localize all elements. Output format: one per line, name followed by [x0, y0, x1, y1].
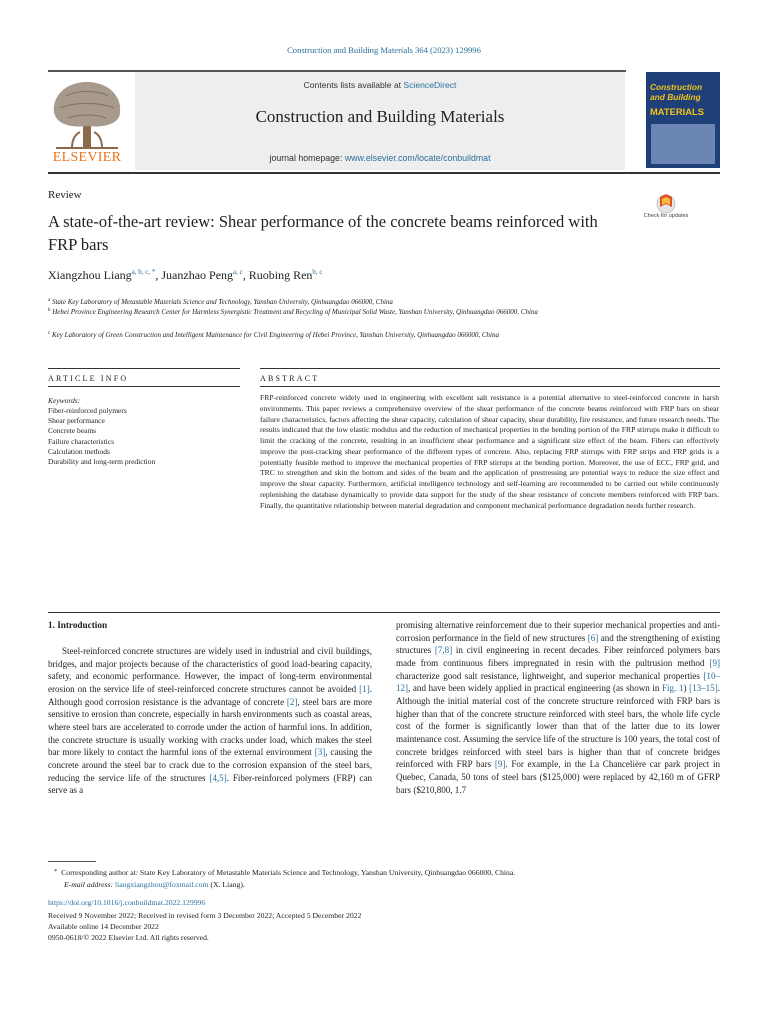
body-column-left — [48, 645, 372, 797]
contents-prefix: Contents lists available at — [303, 80, 404, 90]
citation-link[interactable]: Fig. 1 — [662, 683, 684, 694]
body-text: , and have been widely applied in practical engineering (as shown in — [408, 683, 663, 694]
email-line — [48, 879, 720, 891]
citation-link[interactable]: [7,8] — [434, 645, 453, 656]
body-column-right — [396, 619, 720, 796]
citation-link[interactable]: [4,5] — [209, 772, 227, 783]
citation-link[interactable]: [1] — [359, 683, 370, 694]
sciencedirect-link[interactable]: ScienceDirect — [403, 80, 457, 90]
body-text: . Fiber-reinforced polymers (FRP) can serve as a — [48, 772, 372, 796]
article-info-heading: ARTICLE INFO — [48, 374, 129, 383]
available-online: Available online 14 December 2022 — [48, 922, 159, 931]
body-text: , causing the concrete around the steel bar to crack due to the corrosion expansion of the steel bars, reducing the service life of the structures — [48, 747, 372, 783]
author-list — [48, 268, 323, 283]
footnote-marker: * — [54, 868, 58, 875]
affiliation-c — [48, 329, 720, 340]
abstract-rule — [260, 386, 720, 387]
check-for-updates-label[interactable]: Check for updates — [643, 213, 689, 219]
affiliation-label: b — [48, 308, 51, 313]
email-suffix: (X. Liang). — [208, 880, 245, 890]
cover-subtitle: MATERIALS — [650, 106, 704, 117]
body-text: and the strengthening of existing structures — [396, 632, 720, 656]
author-affiliation-marks[interactable]: b, c — [312, 268, 323, 276]
body-text: . For example, in the La Chancelière car park project in Quebec, Canada, 50 tons of steel bars ($125,000) were replaced by 42,160 m of GFRP bars ($210,800, 1.7 — [396, 759, 720, 795]
email-link[interactable]: liangxiangzhou@foxmail.com — [114, 880, 209, 890]
corresponding-author-footnote — [48, 866, 720, 892]
abstract-heading: ABSTRACT — [260, 374, 320, 383]
contents-available — [135, 80, 625, 90]
affiliation-b — [48, 306, 720, 317]
email-label: E-mail address: — [64, 880, 114, 890]
body-text: . Although the initial material cost of the concrete structure reinforced with FRP bars is higher than that of the concrete structure reinforced with steel bars, the whole life cycle cost of the former is significantly lower than that of the latter due to its lower maintenance cost. Assuming the service life of the structure is 100 years, the total cost of concrete bridges reinforced with steel bars is higher than that of concrete bridges reinforced with FRP bars — [396, 683, 720, 770]
intro-paragraph-1 — [48, 645, 372, 797]
journal-title: Construction and Building Materials — [255, 107, 505, 126]
affiliation-text: State Key Laboratory of Metastable Materials Science and Technology, Yanshan University, Qinhuangdao 066000, China — [51, 298, 393, 306]
paper-title: A state-of-the-art review: Shear performance of the concrete beams reinforced with FRP bars — [48, 212, 598, 254]
cover-image — [651, 124, 715, 164]
check-for-updates-icon[interactable] — [646, 193, 686, 229]
keyword: Calculation methods — [48, 446, 110, 456]
doi-link[interactable]: https://doi.org/10.1016/j.conbuildmat.2022.129996 — [48, 898, 206, 907]
body-text: in civil engineering in recent decades. Fiber reinforced polymers bars made from continuous fibers impregnated in resin with the pultrusion method — [396, 645, 721, 668]
section-heading-introduction: 1. Introduction — [48, 620, 108, 630]
keyword: Durability and long-term prediction — [48, 457, 156, 467]
author-name: Juanzhao Peng — [161, 268, 234, 282]
citation-link[interactable]: [6] — [587, 632, 599, 643]
keyword: Failure characteristics — [48, 436, 115, 446]
article-type: Review — [48, 189, 82, 201]
article-info-rule — [48, 386, 240, 387]
author-affiliation-marks[interactable]: a, c — [233, 268, 243, 276]
abstract-top-rule — [260, 368, 720, 369]
author-name: Xiangzhou Liang — [48, 268, 132, 282]
footnote-rule — [48, 861, 96, 862]
body-text: ) — [683, 683, 690, 694]
header-bottom-rule — [48, 172, 720, 174]
publication-dates — [48, 910, 361, 943]
affiliation-text: Key Laboratory of Green Construction and Intelligent Maintenance for Civil Engineering of Hebei Province, Yanshan University, Qinhuangdao 066000, China — [51, 331, 499, 339]
article-info-top-rule — [48, 368, 240, 369]
journal-reference[interactable]: Construction and Building Materials 364 (2023) 129996 — [287, 45, 481, 55]
intro-paragraph-1-continued — [396, 620, 720, 795]
journal-homepage — [135, 153, 625, 163]
citation-link[interactable]: [13–15] — [689, 683, 718, 694]
citation-link[interactable]: [2] — [286, 696, 298, 707]
citation-link[interactable]: [9] — [709, 657, 720, 668]
corresponding-author-text: Corresponding author at: State Key Laboratory of Metastable Materials Science and Technology, Yanshan University, Qinhuangdao 066000, China. — [61, 868, 516, 877]
author-name: Ruobing Ren — [248, 268, 313, 282]
affiliation-label: c — [48, 331, 51, 336]
publisher-logo-text: ELSEVIER — [52, 150, 122, 165]
homepage-prefix: journal homepage: — [269, 153, 345, 163]
keywords-list — [48, 406, 155, 467]
author-separator: , — [242, 268, 249, 282]
abstract-text: FRP-reinforced concrete widely used in engineering with excellent salt resistance is a potential alternative to steel-reinforced concrete in harsh environments. This paper reviews a comprehensive overview of the shear performance of the concrete beams reinforced with FRP bars on shear failure characteristics, factors affecting the shear capacity, calculation of shear capacity, shear durability, fire resistance, and future research needs. The results indicated that the low elastic modulus and the reduction of mechanical properties in the bending portion of the FRP stirrups make it difficult to limit the cracking of the concrete, resulting in an insufficient shear performance and a significant size effect of the beam. Fibers can effectively improve the post-cracking shear performance of the different types of concrete. Also, replacing FRP stirrups with FRP strips and FRP grids is a potentially feasible method to improve the mechanical properties of FRP stirrups at the bending portion. Moreover, the use of ECC, FRP grid, and TRC to strengthen and skin the bottom and sides of the beam and the application of prestressing are potential ways to reduce the size effect and improve the shear capacity. Furthermore, artificial intelligence technology and self-learning are recommended to be carried out while continuously replenishing the database dynamically to provide data support for the study of the shear resistance of concrete members reinforced with FRP bars. Finally, the quantitative relationship between material degradation and component mechanical performance degradation needs further research. — [260, 393, 719, 510]
copyright: 0950-0618/© 2022 Elsevier Ltd. All rights reserved. — [48, 933, 209, 942]
homepage-link[interactable]: www.elsevier.com/locate/conbuildmat — [344, 153, 491, 163]
keyword: Concrete beams — [48, 426, 97, 436]
keyword: Fiber-reinforced polymers — [48, 406, 127, 415]
body-text: characterize good salt resistance, lightweight, and superior mechanical properties — [396, 670, 704, 681]
author-affiliation-marks[interactable]: a, b, c, * — [131, 268, 156, 276]
citation-link[interactable]: [3] — [314, 747, 326, 758]
body-text: , steel bars are more sensitive to erosion than concrete, especially in harsh environments such as coastal areas, where steel bars are accelerated to corrode under the action of harmful ions. In addition, the concrete structure is usually working with cracks under load, which makes the steel bar more likely to contact the harmful ions of the external environment — [48, 696, 372, 758]
body-text: promising alternative reinforcement due to their superior mechanical properties and anti-corrosion performance in the field of new structures — [396, 620, 720, 643]
corresponding-author-line — [48, 866, 720, 879]
keyword: Shear performance — [48, 416, 105, 426]
citation-link[interactable]: [9] — [494, 759, 506, 770]
body-text: . Although good corrosion resistance is the advantage of concrete — [48, 683, 372, 707]
cover-title: Construction and Building — [650, 82, 703, 102]
affiliation-text: Hebei Province Engineering Research Center for Harmless Synergistic Treatment and Recycling of Municipal Solid Waste, Yanshan University, Qinhuangdao 066000, China — [52, 308, 538, 316]
received-dates: Received 9 November 2022; Received in revised form 3 December 2022; Accepted 5 December 2022 — [48, 911, 362, 920]
citation-link[interactable]: [10–12] — [396, 670, 720, 694]
keywords-label: Keywords: — [48, 396, 81, 405]
body-text: Steel-reinforced concrete structures are widely used in industrial and civil buildings, bridges, and major projects because of the characteristics of good load-bearing capacity, safety, and economic performance. However, the impact of long-term environmental erosion on the service life of steel-reinforced concrete structures cannot be avoided — [48, 646, 372, 694]
abstract-bottom-rule — [48, 612, 720, 613]
affiliation-label: a — [48, 298, 51, 303]
author-separator: , — [155, 268, 162, 282]
